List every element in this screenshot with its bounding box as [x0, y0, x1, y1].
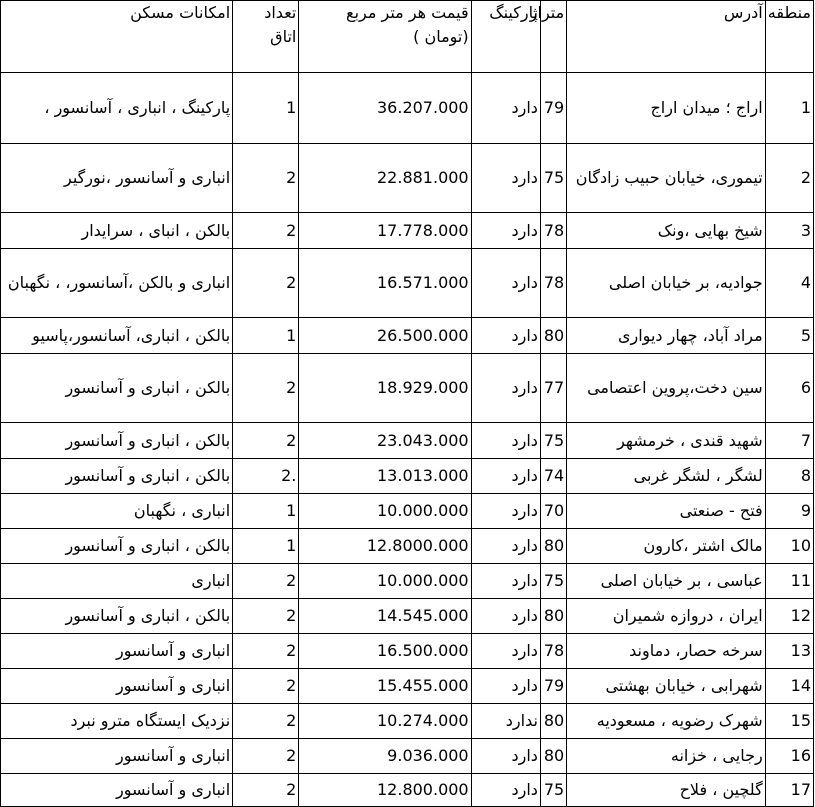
- cell-area: 80: [540, 704, 566, 739]
- cell-rooms: 2: [233, 669, 299, 704]
- cell-region: 9: [765, 494, 813, 529]
- cell-price: 13.013.000: [299, 459, 471, 494]
- cell-price: 16.571.000: [299, 249, 471, 318]
- cell-address: گلچین ، فلاح: [567, 774, 766, 807]
- cell-region: 10: [765, 529, 813, 564]
- cell-amenities: انباری و آسانسور: [1, 634, 233, 669]
- cell-rooms: 2: [233, 354, 299, 423]
- cell-address: لشگر ، لشگر غربی: [567, 459, 766, 494]
- cell-rooms: 2: [233, 704, 299, 739]
- cell-area: 80: [540, 739, 566, 774]
- cell-parking: دارد: [471, 213, 540, 249]
- cell-parking: دارد: [471, 494, 540, 529]
- cell-amenities: بالکن ، انباری و آسانسور: [1, 354, 233, 423]
- cell-amenities: انباری و آسانسور: [1, 774, 233, 807]
- table-row: [1, 423, 814, 459]
- cell-price: 17.778.000: [299, 213, 471, 249]
- cell-address: تیموری، خیابان حبیب زادگان: [567, 144, 766, 213]
- cell-region: 11: [765, 564, 813, 599]
- table-row: [1, 354, 814, 423]
- cell-price: 26.500.000: [299, 318, 471, 354]
- cell-region: 5: [765, 318, 813, 354]
- cell-rooms: 1: [233, 529, 299, 564]
- cell-price: 12.8000.000: [299, 529, 471, 564]
- cell-parking: دارد: [471, 529, 540, 564]
- table-row: [1, 599, 814, 634]
- cell-region: 4: [765, 249, 813, 318]
- cell-area: 80: [540, 599, 566, 634]
- cell-parking: دارد: [471, 354, 540, 423]
- cell-address: ایران ، دروازه شمیران: [567, 599, 766, 634]
- cell-region: 7: [765, 423, 813, 459]
- cell-amenities: انباری و بالکن ،آسانسور، ، نگهبان: [1, 249, 233, 318]
- cell-parking: دارد: [471, 144, 540, 213]
- cell-address: مالک اشتر ،کارون: [567, 529, 766, 564]
- header-area: متراژ: [540, 1, 566, 73]
- cell-price: 23.043.000: [299, 423, 471, 459]
- cell-address: اراج ؛ میدان اراج: [567, 73, 766, 144]
- cell-amenities: بالکن ، انباری و آسانسور: [1, 599, 233, 634]
- cell-parking: ندارد: [471, 704, 540, 739]
- cell-amenities: انباری و آسانسور ،نورگیر: [1, 144, 233, 213]
- cell-area: 80: [540, 318, 566, 354]
- cell-area: 79: [540, 73, 566, 144]
- header-row: [1, 1, 814, 73]
- cell-address: شهید قندی ، خرمشهر: [567, 423, 766, 459]
- cell-parking: دارد: [471, 774, 540, 807]
- header-region: منطقه: [765, 1, 813, 73]
- cell-area: 75: [540, 564, 566, 599]
- cell-region: 1: [765, 73, 813, 144]
- cell-region: 2: [765, 144, 813, 213]
- cell-price: 18.929.000: [299, 354, 471, 423]
- table-row: [1, 774, 814, 807]
- cell-price: 10.000.000: [299, 564, 471, 599]
- cell-price: 12.800.000: [299, 774, 471, 807]
- cell-rooms: 2: [233, 774, 299, 807]
- cell-address: فتح - صنعتی: [567, 494, 766, 529]
- cell-address: شهرابی ، خیابان بهشتی: [567, 669, 766, 704]
- cell-price: 9.036.000: [299, 739, 471, 774]
- cell-area: 70: [540, 494, 566, 529]
- cell-area: 78: [540, 634, 566, 669]
- table-body: [1, 73, 814, 807]
- table-row: [1, 249, 814, 318]
- cell-parking: دارد: [471, 599, 540, 634]
- cell-price: 36.207.000: [299, 73, 471, 144]
- cell-address: جوادیه، بر خیابان اصلی: [567, 249, 766, 318]
- cell-price: 10.274.000: [299, 704, 471, 739]
- cell-price: 16.500.000: [299, 634, 471, 669]
- cell-amenities: بالکن ، انبای ، سرایدار: [1, 213, 233, 249]
- cell-parking: دارد: [471, 564, 540, 599]
- cell-area: 75: [540, 774, 566, 807]
- cell-parking: دارد: [471, 459, 540, 494]
- cell-amenities: انباری و آسانسور: [1, 739, 233, 774]
- header-rooms: تعداد اتاق: [233, 1, 299, 73]
- cell-address: عباسی ، بر خیابان اصلی: [567, 564, 766, 599]
- table-row: [1, 144, 814, 213]
- cell-rooms: 2: [233, 564, 299, 599]
- cell-region: 12: [765, 599, 813, 634]
- cell-price: 10.000.000: [299, 494, 471, 529]
- cell-region: 17: [765, 774, 813, 807]
- cell-parking: دارد: [471, 73, 540, 144]
- cell-region: 13: [765, 634, 813, 669]
- cell-region: 15: [765, 704, 813, 739]
- table-row: [1, 564, 814, 599]
- cell-rooms: 2: [233, 249, 299, 318]
- cell-address: سین دخت،پروین اعتصامی: [567, 354, 766, 423]
- cell-parking: دارد: [471, 669, 540, 704]
- table-row: [1, 529, 814, 564]
- cell-area: 77: [540, 354, 566, 423]
- cell-amenities: بالکن ، انباری و آسانسور: [1, 529, 233, 564]
- cell-amenities: انباری: [1, 564, 233, 599]
- cell-area: 75: [540, 144, 566, 213]
- cell-price: 15.455.000: [299, 669, 471, 704]
- cell-address: سرخه حصار، دماوند: [567, 634, 766, 669]
- table-row: [1, 669, 814, 704]
- cell-amenities: انباری ، نگهبان: [1, 494, 233, 529]
- cell-amenities: پارکینگ ، انباری ، آسانسور ،: [1, 73, 233, 144]
- cell-region: 8: [765, 459, 813, 494]
- cell-parking: دارد: [471, 318, 540, 354]
- cell-rooms: 2: [233, 634, 299, 669]
- cell-area: 78: [540, 213, 566, 249]
- cell-amenities: نزدیک ایستگاه مترو نبرد: [1, 704, 233, 739]
- cell-address: شیخ بهایی ،ونک: [567, 213, 766, 249]
- cell-address: شهرک رضویه ، مسعودیه: [567, 704, 766, 739]
- cell-area: 75: [540, 423, 566, 459]
- cell-rooms: 2: [233, 144, 299, 213]
- cell-rooms: 1: [233, 318, 299, 354]
- cell-address: مراد آباد، چهار دیواری: [567, 318, 766, 354]
- cell-price: 22.881.000: [299, 144, 471, 213]
- cell-region: 6: [765, 354, 813, 423]
- cell-region: 14: [765, 669, 813, 704]
- cell-amenities: بالکن ، انباری و آسانسور: [1, 459, 233, 494]
- cell-area: 78: [540, 249, 566, 318]
- header-parking: پارکینگ: [471, 1, 540, 73]
- table-row: [1, 459, 814, 494]
- cell-price: 14.545.000: [299, 599, 471, 634]
- cell-area: 79: [540, 669, 566, 704]
- cell-region: 3: [765, 213, 813, 249]
- cell-parking: دارد: [471, 249, 540, 318]
- cell-amenities: بالکن ، انباری و آسانسور: [1, 423, 233, 459]
- header-address: آدرس: [567, 1, 766, 73]
- cell-parking: دارد: [471, 423, 540, 459]
- cell-rooms: 2.: [233, 459, 299, 494]
- cell-rooms: 1: [233, 73, 299, 144]
- table-row: [1, 739, 814, 774]
- cell-rooms: 2: [233, 213, 299, 249]
- cell-amenities: بالکن ، انباری، آسانسور،پاسیو: [1, 318, 233, 354]
- cell-region: 16: [765, 739, 813, 774]
- cell-parking: دارد: [471, 739, 540, 774]
- table-row: [1, 318, 814, 354]
- table-row: [1, 634, 814, 669]
- cell-rooms: 2: [233, 423, 299, 459]
- cell-amenities: انباری و آسانسور: [1, 669, 233, 704]
- cell-parking: دارد: [471, 634, 540, 669]
- table-row: [1, 73, 814, 144]
- table-row: [1, 704, 814, 739]
- table-row: [1, 213, 814, 249]
- table-row: [1, 494, 814, 529]
- header-amenities: امکانات مسکن: [1, 1, 233, 73]
- cell-area: 74: [540, 459, 566, 494]
- header-price: قیمت هر متر مربع (تومان ): [299, 1, 471, 73]
- cell-rooms: 2: [233, 739, 299, 774]
- cell-address: رجایی ، خزانه: [567, 739, 766, 774]
- cell-area: 80: [540, 529, 566, 564]
- cell-rooms: 2: [233, 599, 299, 634]
- cell-rooms: 1: [233, 494, 299, 529]
